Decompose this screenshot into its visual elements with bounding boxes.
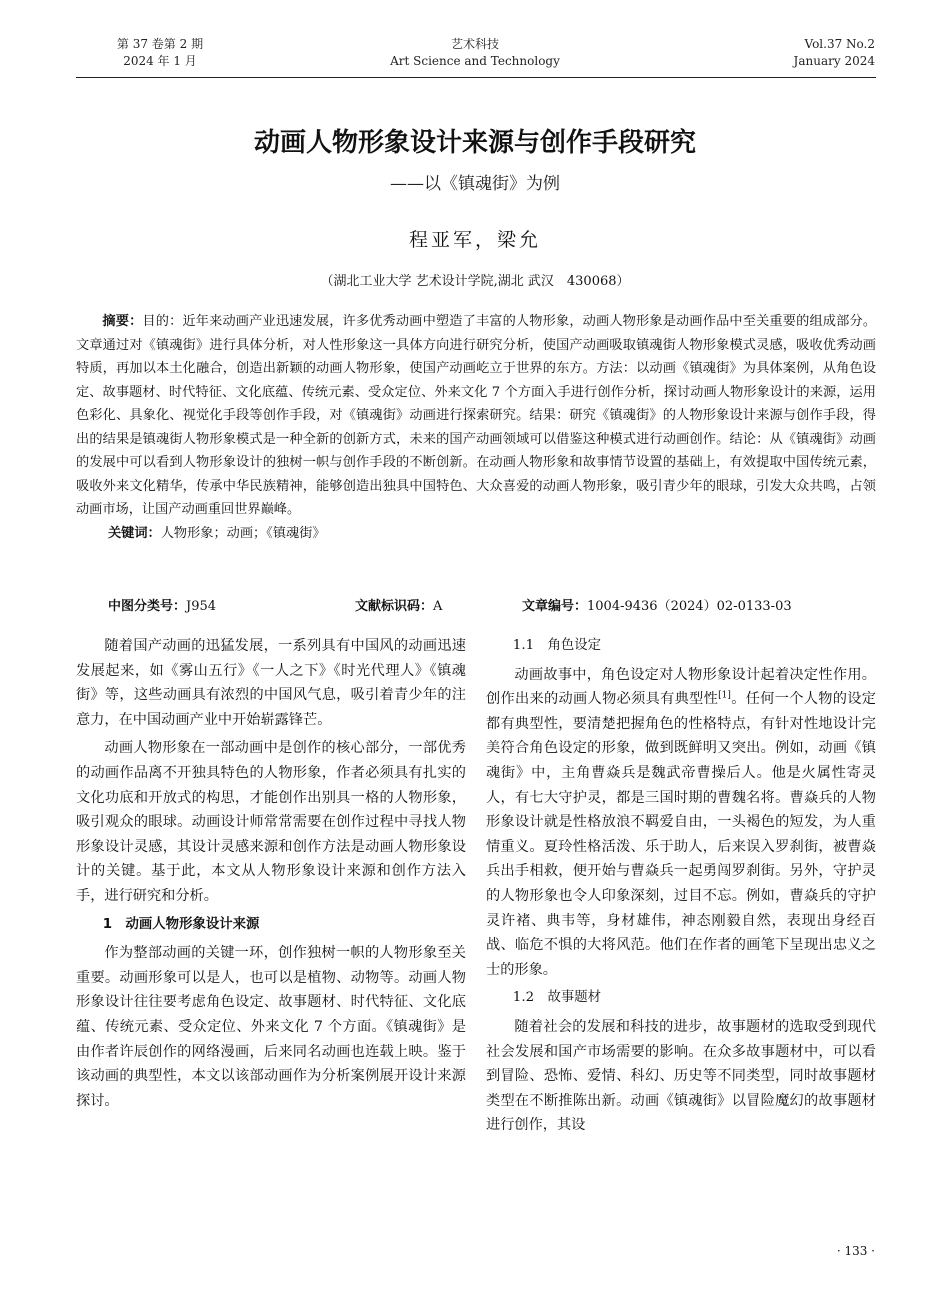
header-journal-cn: 艺术科技 [450,37,499,51]
header-date-cn: 2024 年 1 月 [123,54,197,68]
header-date-en: January 2024 [793,54,875,68]
article-label: 文章编号： [522,599,588,614]
paragraph-story-theme: 随着社会的发展和科技的进步，故事题材的选取受到现代社会发展和国产市场需要的影响。在众多故事题材中，可以看到冒险、恐怖、爱情、科幻、历史等不同类型，同时故事题材类型在不断推陈出新。动画《镇魂街》以冒险魔幻的故事题材进行创作，其设 [486,1018,876,1134]
article-number [522,597,792,617]
header-volume-en-block [740,36,875,70]
affiliation: （湖北工业大学 艺术设计学院,湖北 武汉 430068） [320,274,630,289]
subsection-heading-1-1: 1.1 角色设定 [512,638,602,653]
authors: 程亚军，梁允 [408,229,541,251]
header-volume-en: Vol.37 No.2 [804,37,875,51]
role-setting-text-a: 动画故事中，角色设定对人物形象设计起着决定性作用。创作出来的动画人物必须具有典型性 [486,666,876,708]
abstract-block [76,310,876,545]
doc-label: 文献标识码： [355,599,434,614]
paper-subtitle: ——以《镇魂街》为例 [390,174,560,194]
abstract-text: 目的：近年来动画产业迅速发展，许多优秀动画中塑造了丰富的人物形象，动画人物形象是动画作品中至关重要的组成部分。文章通过对《镇魂街》进行具体分析，对人性形象这一具体方向进行研究分析，使国产动画吸取镇魂街人物形象模式灵感，吸收优秀动画特质，再加以本土化融合，创造出新颖的动画人物形象，使国产动画屹立于世界的东方。方法：以动画《镇魂街》为具体案例，从角色设定、故事题材、时代特征、文化底蕴、传统元素、受众定位、外来文化 7 个方面入手进行创作分析，探讨动画人物形象设计的来源，运用色彩化、具象化、视觉化手段等创作手段，对《镇魂街》动画进行探索研究。结果：研究《镇魂街》的人物形象设计来源与创作手段，得出的结果是镇魂街人物形象模式是一种全新的创新方式，未来的国产动画领域可以借鉴这种模式进行动画创作。结论：从《镇魂街》动画的发展中可以看到人物形象设计的独树一帜与创作手段的不断创新。在动画人物形象和故事情节设置的基础上，有效提取中国传统元素，吸收外来文化精华，传承中华民族精神，能够创造出独具中国特色、大众喜爱的动画人物形象，吸引青少年的眼球，引发大众共鸣，占领动画市场，让国产动画重回世界巅峰。 [76,314,877,517]
article-value: 1004-9436（2024）02-0133-03 [587,599,792,614]
doc-value: A [433,599,443,614]
header-volume-block [100,36,220,70]
clc-label: 中图分类号： [108,599,187,614]
abstract-paragraph [76,310,876,522]
abstract-label: 摘要： [102,314,143,329]
citation-1[interactable]: [1] [718,690,731,701]
clc-number [108,597,216,617]
header-journal-block [360,36,590,70]
paragraph-section-1: 作为整部动画的关键一环，创作独树一帜的人物形象至关重要。动画形象可以是人，也可以是植物、动物等。动画人物形象设计往往要考虑角色设定、故事题材、时代特征、文化底蕴、传统元素、受众定位、外来文化 7 个方面。《镇魂街》是由作者许辰创作的网络漫画，后来同名动画也连载上映。鉴于该动画的典型性，本文以该部动画作为分析案例展开设计来源探讨。 [76,945,466,1109]
subsection-heading-1-2: 1.2 故事题材 [512,990,602,1006]
keywords-label: 关键词： [108,525,161,541]
header-volume: 第 37 卷第 2 期 [116,37,204,51]
body-column-right [486,634,876,1142]
paragraph-intro-2: 动画人物形象在一部动画中是创作的核心部分，一部优秀的动画作品离不开独具特色的人物形象，作者必须具有扎实的文化功底和开放式的构思，才能创作出别具一格的人物形象，吸引观众的眼球。动画设计师常常需要在创作过程中寻找人物形象设计灵感，其设计灵感来源和创作方法是动画人物形象设计的关键。基于此，本文从人物形象设计来源和创作方法入手，进行研究和分析。 [76,740,466,904]
clc-value: J954 [186,599,217,614]
page-number: · 133 · [836,1244,875,1258]
keywords-text: 人物形象；动画；《镇魂街》 [160,525,326,541]
keywords-line [76,522,876,546]
paragraph-intro-1: 随着国产动画的迅猛发展，一系列具有中国风的动画迅速发展起来，如《雾山五行》《一人之下》《时光代理人》《镇魂街》等，这些动画具有浓烈的中国风气息，吸引着青少年的注意力，在中国动画产业中开始崭露锋芒。 [76,638,466,728]
header-journal-en: Art Science and Technology [390,54,560,68]
header-divider [76,77,876,78]
role-setting-text-b: 。任何一个人物的设定都有典型性，要清楚把握角色的性格特点，有针对性地设计完美符合角色设定的形象，做到既鲜明又突出。例如，动画《镇魂街》中，主角曹焱兵是魏武帝曹操后人。他是火属性寄灵人，有七大守护灵，都是三国时期的曹魏名将。曹焱兵的人物形象设计就是性格放浪不羁爱自由，一头褐色的短发，为人重情重义。夏玲性格活泼、乐于助人，后来误入罗刹街，被曹焱兵出手相救，便开始与曹焱兵一起勇闯罗刹街。另外，守护灵的人物形象也令人印象深刻，过目不忘。例如，曹焱兵的守护灵许褚、典韦等，身材雄伟，神态刚毅自然，表现出身经百战、临危不惧的大将风范。他们在作者的画笔下呈现出忠义之士的形象。 [486,691,876,978]
paper-title: 动画人物形象设计来源与创作手段研究 [253,128,696,158]
section-heading-1: 1 动画人物形象设计来源 [102,916,260,932]
paragraph-role-setting [486,663,876,983]
body-column-left [76,634,466,1117]
document-code [355,597,442,617]
